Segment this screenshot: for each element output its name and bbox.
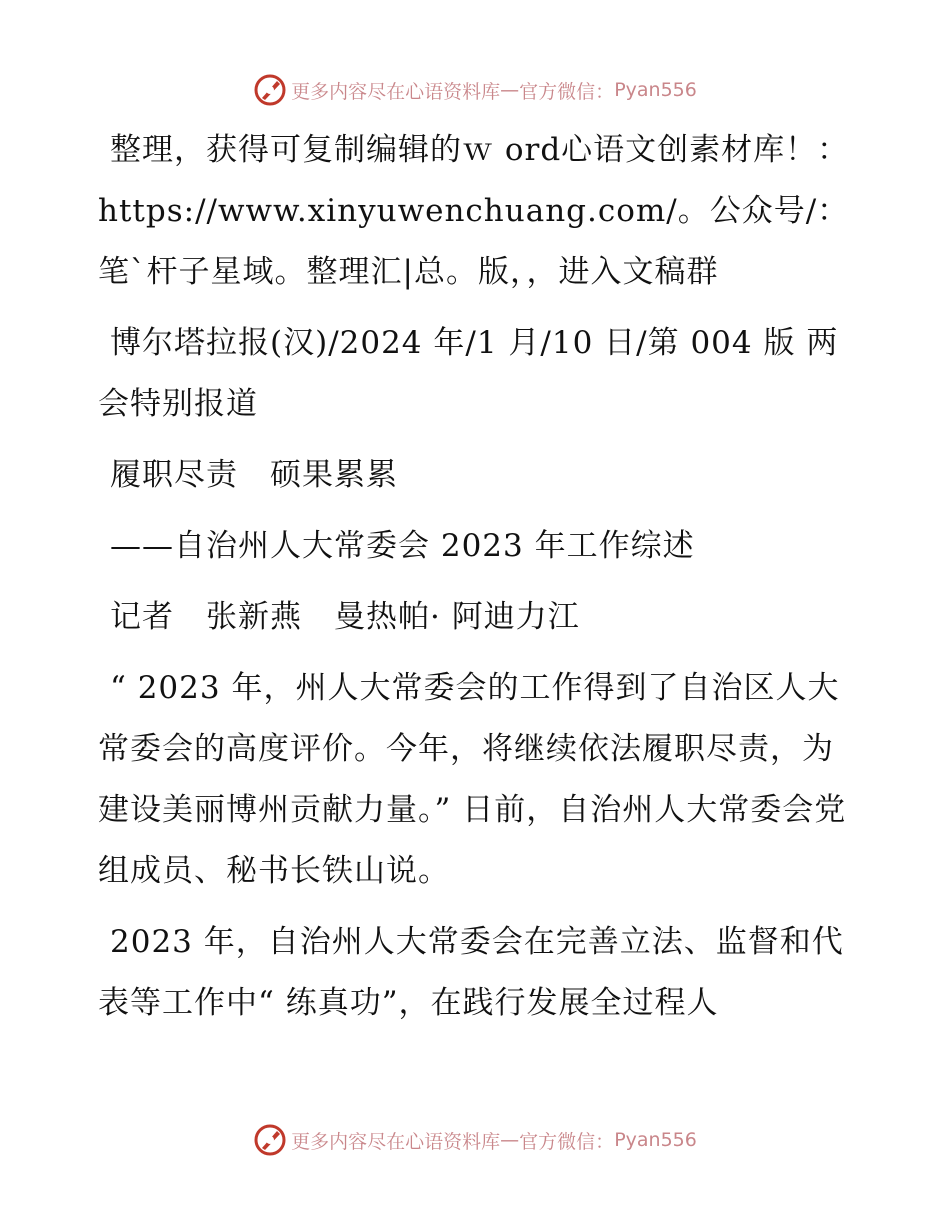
banner-dash: — <box>500 79 520 101</box>
header-watermark-banner <box>0 70 950 110</box>
banner-wechat-id: Pyan556 <box>614 1129 697 1151</box>
source-line: 博尔塔拉报(汉)/2024 年/1 月/10 日/第 004 版 两会特别报道 <box>98 325 839 422</box>
body-paragraph-1: “ 2023 年，州人大常委会的工作得到了自治区人大常委会的高度评价。今年，将继续依法履职尽责，为建设美丽博州贡献力量。” 日前，自治州人大常委会党组成员、秘书长铁山说。 <box>98 670 847 889</box>
banner-wechat-id: Pyan556 <box>614 79 697 101</box>
body-paragraph-2: 2023 年，自治州人大常委会在完善立法、监督和代表等工作中“ 练真功”，在践行发展全过程人 <box>98 924 844 1021</box>
footer-watermark-banner <box>0 1120 950 1160</box>
banner-wechat-label: 官方微信： <box>519 1130 615 1153</box>
article-subtitle: ——自治州人大常委会 2023 年工作综述 <box>110 528 695 564</box>
intro-paragraph: 整理，获得可复制编辑的ｗ ord心语文创素材库！：https://www.xinyuwenchuang.com/。公众号/：笔`杆子星域。整理汇|总。版，，进入文稿群 <box>98 132 850 290</box>
quill-logo-icon <box>253 73 287 107</box>
article-title: 履职尽责 硕果累累 <box>110 457 398 493</box>
banner-wechat-label: 官方微信： <box>519 80 615 103</box>
byline: 记者 张新燕 曼热帕· 阿迪力江 <box>110 599 580 635</box>
banner-text: 更多内容尽在心语资料库 <box>291 1130 501 1153</box>
quill-logo-icon <box>253 1123 287 1157</box>
document-body <box>98 120 858 1044</box>
banner-dash: — <box>500 1129 520 1151</box>
banner-text: 更多内容尽在心语资料库 <box>291 80 501 103</box>
